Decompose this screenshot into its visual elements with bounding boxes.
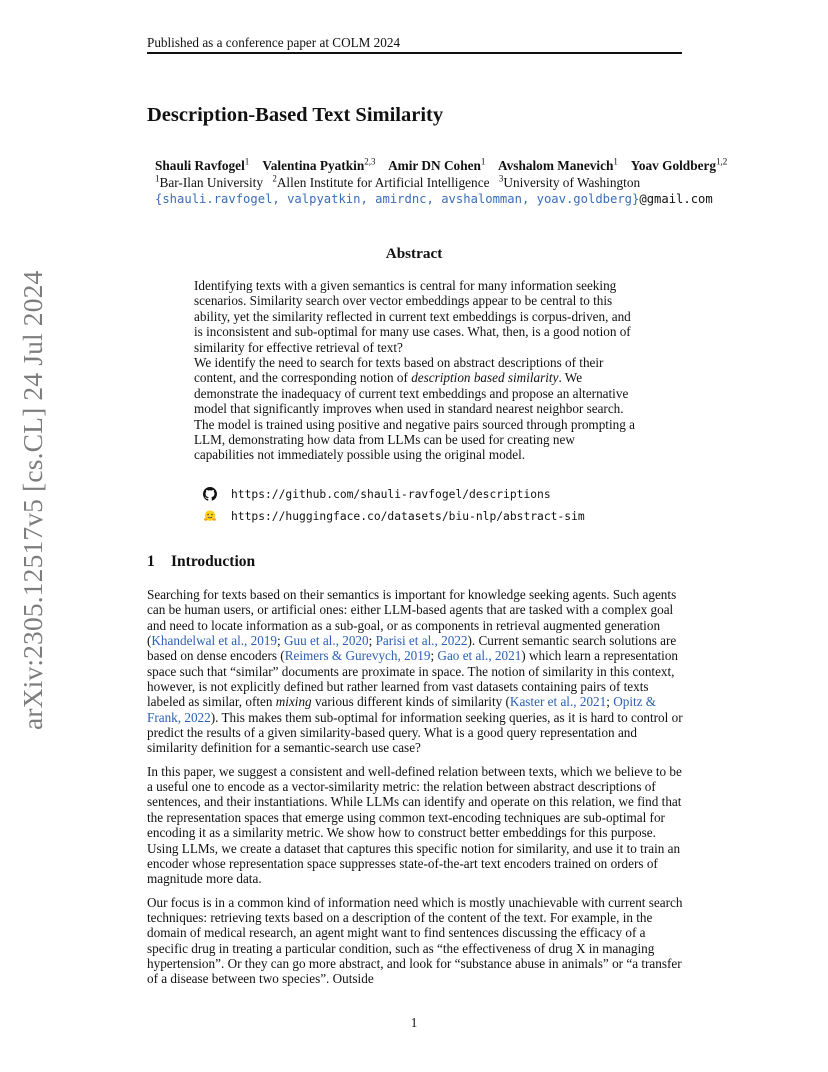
running-header: Published as a conference paper at COLM 2024 [147,35,401,50]
affiliation-list [155,175,646,191]
citation-link[interactable]: Opitz & Frank, 2022 [147,694,657,725]
affiliation: $^3$University of Washington [498,173,641,190]
github-link-row[interactable] [203,487,551,501]
abstract-heading: Abstract [385,245,443,262]
citation-link[interactable]: Khandelwal et al., 2019 [151,633,278,649]
author: Valentina Pyatkin$^{2,3}$ [262,156,376,173]
huggingface-link-row[interactable] [203,509,585,523]
citation-link[interactable]: Gao et al., 2021 [437,648,522,664]
page-number: 1 [410,1015,418,1030]
citation-link[interactable]: Kaster et al., 2021 [509,694,607,710]
email-name[interactable]: valpyatkin [287,192,361,206]
arxiv-stamp: arXiv:2305.12517v5 [cs.CL] 24 Jul 2024 [17,270,48,730]
citation-link[interactable]: Guu et al., 2020 [284,633,369,649]
affiliation: $^2$Allen Institute for Artificial Intelligence [272,173,490,190]
author: Yoav Goldberg$^{1,2}$ [630,156,728,173]
paper-title: Description-Based Text Similarity [147,104,444,126]
paragraph: Searching for texts based on their semantics is important for knowledge seeking agents. Such agents can be human users, or artificial ones: either LLM-based agents that are tasked with a complex goal and need to locate information as a sub-goal, or as components in retrieval augmented generation (Khandelwal et al., 2019; Guu et al., 2020; Parisi et al., 2022). Current semantic search solutions are based on dense encoders (Reimers & Gurevych, 2019; Gao et al., 2021) which learn a representation space such that “similar” documents are proximate in space. The notion of similarity in this context, however, is not explicitly defined but rather learned from vast datasets containing pairs of texts labeled as similar, often mixing various different kinds of similarity (Kaster et al., 2021; Opitz & Frank, 2022). This makes them sub-optimal for information seeking queries, as it is hard to control or predict the results of a given similarity-based query. What is a good query representation and similarity definition for a semantic-search use case? [147,587,683,756]
email-name[interactable]: yoav.goldberg [536,192,633,206]
introduction-body [147,587,683,995]
affiliation: $^1$Bar-Ilan University [155,173,263,190]
author: Amir DN Cohen$^1$ [388,156,486,173]
section-title: Introduction [171,553,256,570]
author: Avshalom Manevich$^1$ [498,156,618,173]
abstract-paragraph: Identifying texts with a given semantics is central for many information seeking scenarios. Similarity search over vector embeddings appear to be central to this ability, yet the similarity reflected in current text embeddings is corpus-driven, and is inconsistent and sub-optimal for many use cases. What, then, is a good notion of similarity for effective retrieval of text? [194,278,631,355]
paragraph: In this paper, we suggest a consistent and well-defined relation between texts, which we believe to be a useful one to encode as a vector-similarity metric: the relation between abstract descriptions of sentences, and their instantiations. While LLMs can identify and operate on this relation, we find that the representation spaces that emerge using common text-encoding techniques are sub-optimal for encoding it as a similarity metric. We show how to construct better embeddings for this purpose. Using LLMs, we create a dataset that captures this specific notion for similarity, and use it to train an encoder whose representation space suppresses state-of-the-art text encoders trained on orders of magnitude more data. [147,763,682,887]
abstract-body [194,278,638,463]
email-name[interactable]: amirdnc [375,192,427,206]
author-list [155,158,737,174]
author: Shauli Ravfogel$^1$ [155,156,250,173]
email-name[interactable]: shauli.ravfogel [162,192,273,206]
citation-link[interactable]: Reimers & Gurevych, 2019 [284,648,431,664]
header-rule [147,52,682,54]
section-number: 1 [147,553,155,570]
paragraph: Our focus is in a common kind of information need which is mostly unachievable with current search techniques: retrieving texts based on a description of the content of the text. For example, in the domain of medical research, an agent might want to find sentences discussing the efficacy of a specific drug in treating a particular condition, such as “the effectiveness of drug X in managing hypertension”. Or they can go more abstract, and look for “substance abuse in animals” or “a transfer of a disease between two species”. Outside [147,894,683,987]
github-icon [203,487,217,501]
huggingface-link[interactable]: https://huggingface.co/datasets/biu-nlp/abstract-sim [231,509,585,523]
citation-link[interactable]: Parisi et al., 2022 [375,633,468,649]
abstract-paragraph: We identify the need to search for texts based on abstract descriptions of their content, and the corresponding notion of description based similarity. We demonstrate the inadequacy of current text embeddings and propose an alternative model that significantly improves when used in standard nearest neighbor search. The model is trained using positive and negative pairs sourced through prompting a LLM, demonstrating how data from LLMs can be used for creating new capabilities not immediately possible using the original model. [194,355,635,463]
huggingface-icon [203,509,217,523]
email-domain: @gmail.com [639,192,713,206]
github-link[interactable]: https://github.com/shauli-ravfogel/descriptions [231,487,551,501]
email-name[interactable]: avshalomman [441,192,522,206]
author-emails: {shauli.ravfogel, valpyatkin, amirdnc, avshalomman, yoav.goldberg}@gmail.com [155,192,713,206]
